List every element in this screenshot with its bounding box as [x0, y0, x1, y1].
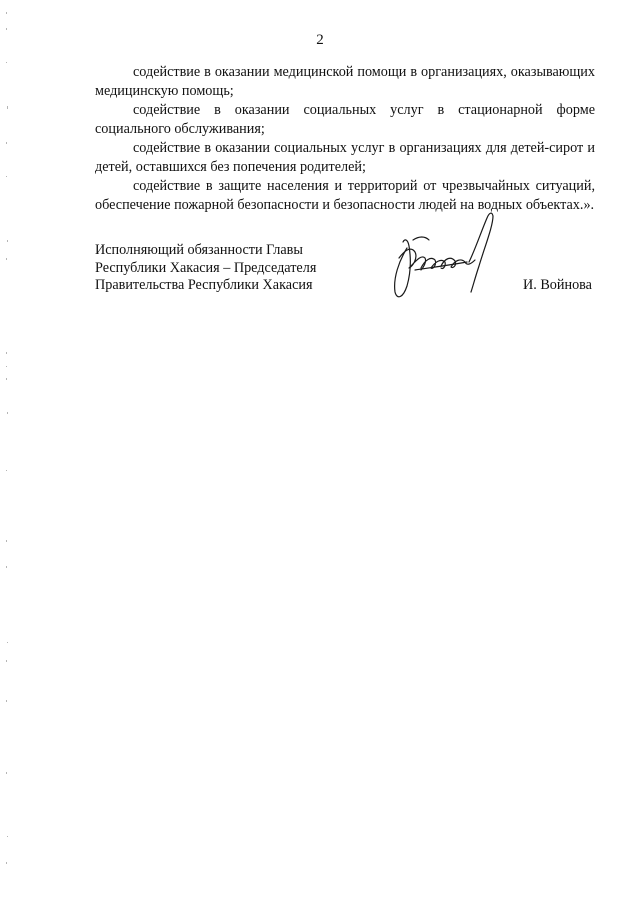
signatory-position	[95, 242, 316, 295]
document-body	[95, 63, 595, 215]
paragraph: содействие в оказании социальных услуг в стационарной форме социального обслуживания;	[95, 102, 595, 137]
position-line: Республики Хакасия – Председателя	[95, 259, 317, 276]
position-line: Исполняющий обязанности Главы	[95, 242, 303, 258]
handwritten-signature	[385, 206, 500, 306]
page-number: 2	[316, 32, 324, 48]
scan-margin-artifacts	[4, 0, 10, 905]
paragraph: содействие в оказании социальных услуг в организациях для детей-сирот и детей, оставшихся без попечения родителей;	[95, 140, 595, 175]
position-line: Правительства Республики Хакасия	[95, 277, 313, 293]
paragraph: содействие в защите населения и территорий от чрезвычайных ситуаций, обеспечение пожарной безопасности и безопасности людей на водных объектах.».	[95, 178, 595, 213]
paragraph: содействие в оказании медицинской помощи в организациях, оказывающих медицинскую помощь;	[95, 64, 595, 99]
signer-name: И. Войнова	[523, 277, 592, 293]
